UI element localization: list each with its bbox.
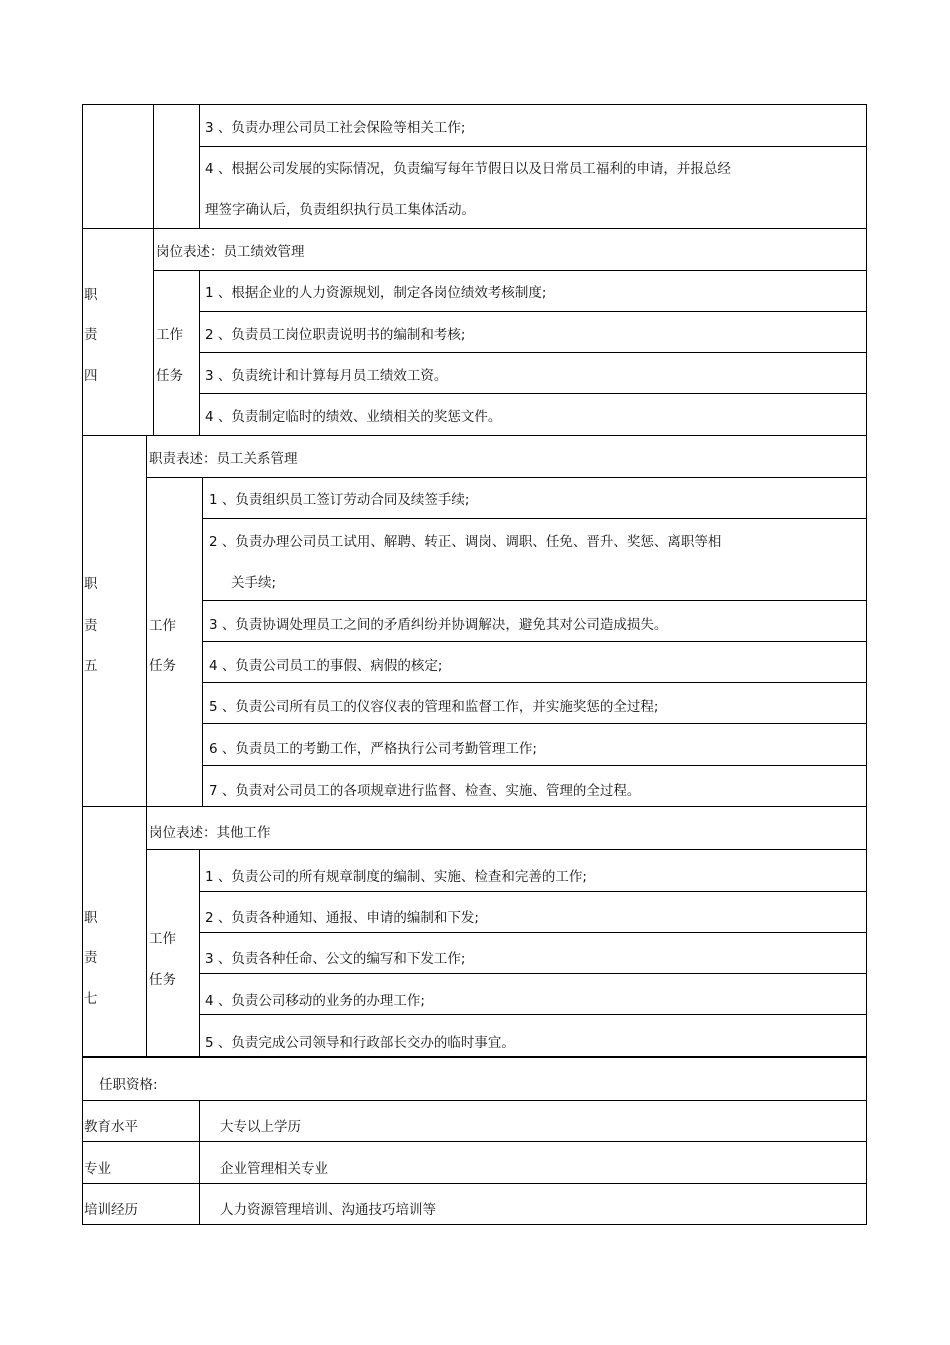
task-item: 2 、负责办理公司员工试用、解聘、转正、调岗、调职、任免、晋升、奖惩、离职等相	[209, 534, 722, 550]
duty-label-char: 责	[84, 950, 98, 966]
duty-label-char: 四	[84, 368, 98, 384]
duty-description: 职责表述：员工关系管理	[149, 451, 298, 467]
task-item: 4 、负责公司移动的业务的办理工作;	[205, 993, 425, 1009]
task-item: 3 、负责办理公司员工社会保险等相关工作;	[205, 120, 466, 136]
qualification-label: 专业	[84, 1161, 111, 1177]
work-task-label: 工作	[156, 327, 183, 343]
work-task-label: 工作	[149, 618, 176, 634]
task-item: 3 、负责各种任命、公文的编写和下发工作;	[205, 951, 466, 967]
duty-label-char: 职	[84, 576, 98, 592]
task-item: 1 、负责组织员工签订劳动合同及续签手续;	[209, 492, 470, 508]
task-item: 4 、根据公司发展的实际情况，负责编写每年节假日以及日常员工福利的申请，并报总经	[205, 161, 731, 177]
task-item-continuation: 理签字确认后，负责组织执行员工集体活动。	[205, 202, 475, 218]
work-task-label: 任务	[149, 972, 176, 988]
task-item: 1 、根据企业的人力资源规划，制定各岗位绩效考核制度;	[205, 285, 547, 301]
task-item: 4 、负责公司员工的事假、病假的核定;	[209, 658, 443, 674]
task-item: 3 、负责统计和计算每月员工绩效工资。	[205, 368, 448, 384]
duty-label-char: 责	[84, 618, 98, 634]
work-task-label: 任务	[149, 658, 176, 674]
duty-description: 岗位表述：其他工作	[149, 825, 271, 841]
work-task-label: 工作	[149, 931, 176, 947]
qualification-label: 培训经历	[84, 1202, 138, 1218]
duty-label-char: 七	[84, 991, 98, 1007]
qualification-value: 企业管理相关专业	[220, 1161, 328, 1177]
task-item: 5 、负责公司所有员工的仪容仪表的管理和监督工作，并实施奖惩的全过程;	[209, 699, 659, 715]
duty-description: 岗位表述：员工绩效管理	[156, 244, 305, 260]
duty-label-char: 职	[84, 287, 98, 303]
duty-label-char: 职	[84, 910, 98, 926]
task-item-continuation: 关手续;	[231, 575, 277, 591]
task-item: 5 、负责完成公司领导和行政部长交办的临时事宜。	[205, 1035, 515, 1051]
task-item: 2 、负责各种通知、通报、申请的编制和下发;	[205, 910, 479, 926]
task-item: 3 、负责协调处理员工之间的矛盾纠纷并协调解决，避免其对公司造成损失。	[209, 617, 668, 633]
qualifications-title: 任职资格:	[99, 1077, 158, 1093]
qualification-value: 大专以上学历	[220, 1119, 301, 1135]
task-item: 2 、负责员工岗位职责说明书的编制和考核;	[205, 327, 466, 343]
task-item: 6 、负责员工的考勤工作，严格执行公司考勤管理工作;	[209, 741, 537, 757]
qualification-label: 教育水平	[84, 1119, 138, 1135]
task-item: 7 、负责对公司员工的各项规章进行监督、检查、实施、管理的全过程。	[209, 783, 641, 799]
task-item: 1 、负责公司的所有规章制度的编制、实施、检查和完善的工作;	[205, 869, 587, 885]
duty-label-char: 五	[84, 658, 98, 674]
duty-label-char: 责	[84, 327, 98, 343]
work-task-label: 任务	[156, 368, 183, 384]
task-item: 4 、负责制定临时的绩效、业绩相关的奖惩文件。	[205, 409, 502, 425]
qualification-value: 人力资源管理培训、沟通技巧培训等	[220, 1202, 436, 1218]
